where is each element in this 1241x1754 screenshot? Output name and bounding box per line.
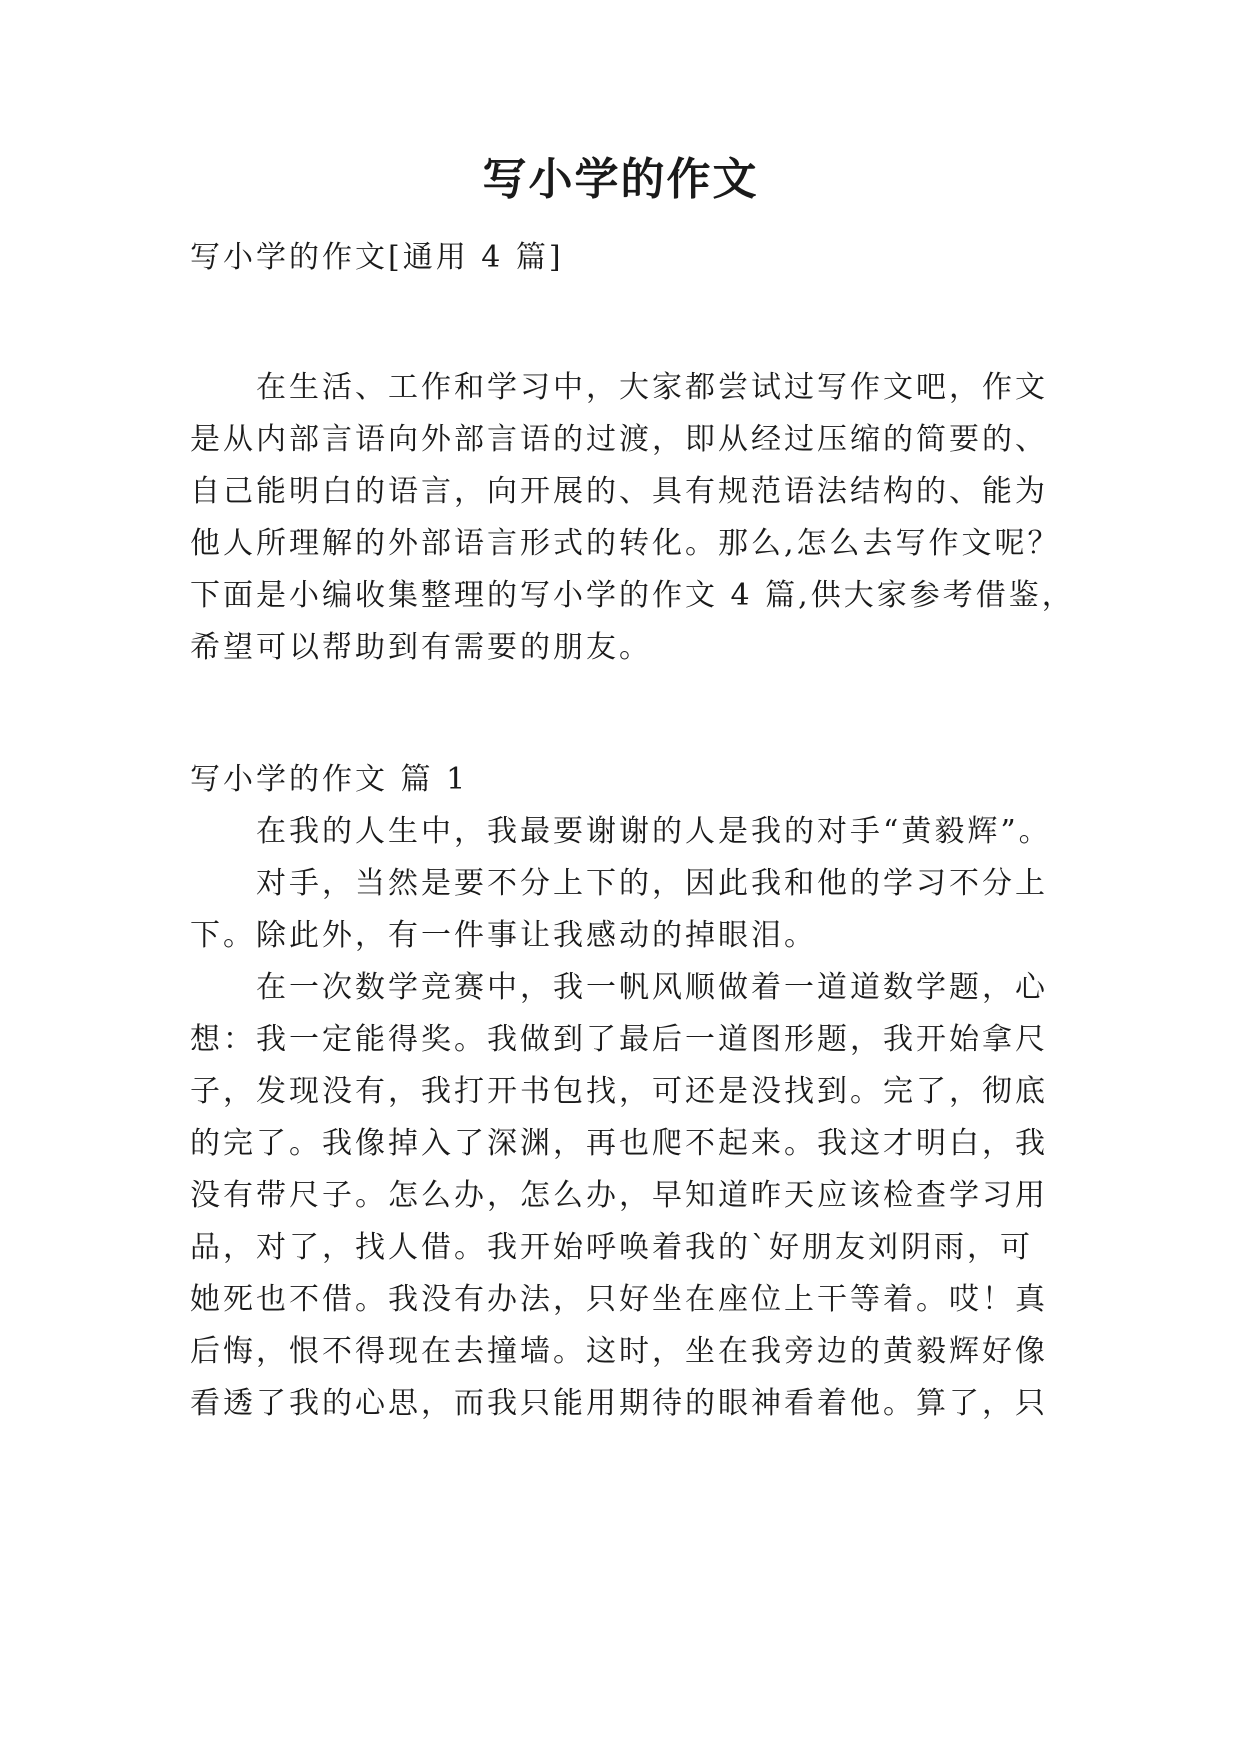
document-title: 写小学的作文 bbox=[482, 154, 759, 205]
document-subtitle: 写小学的作文[通用 4 篇] bbox=[190, 240, 564, 275]
body-line-5: 想：我一定能得奖。我做到了最后一道图形题，我开始拿尺 bbox=[190, 1022, 1048, 1057]
body-line-7: 的完了。我像掉入了深渊，再也爬不起来。我这才明白，我 bbox=[190, 1126, 1048, 1161]
body-line-10: 她死也不借。我没有办法，只好坐在座位上干等着。哎！真 bbox=[190, 1282, 1048, 1317]
intro-line-1: 在生活、工作和学习中，大家都尝试过写作文吧，作文 bbox=[256, 370, 1048, 405]
intro-line-2: 是从内部言语向外部言语的过渡，即从经过压缩的简要的、 bbox=[190, 422, 1048, 457]
body-line-6: 子，发现没有，我打开书包找，可还是没找到。完了，彻底 bbox=[190, 1074, 1048, 1109]
body-line-3: 下。除此外，有一件事让我感动的掉眼泪。 bbox=[190, 918, 817, 953]
body-line-1: 在我的人生中，我最要谢谢的人是我的对手“黄毅辉”。 bbox=[256, 814, 1052, 849]
intro-line-5: 下面是小编收集整理的写小学的作文 4 篇,供大家参考借鉴， bbox=[190, 578, 1075, 613]
body-line-11: 后悔，恨不得现在去撞墙。这时，坐在我旁边的黄毅辉好像 bbox=[190, 1334, 1048, 1369]
body-line-9: 品，对了，找人借。我开始呼唤着我的`好朋友刘阴雨，可 bbox=[190, 1230, 1033, 1265]
intro-line-6: 希望可以帮助到有需要的朋友。 bbox=[190, 630, 652, 665]
section-heading: 写小学的作文 篇 1 bbox=[190, 762, 469, 797]
body-line-2: 对手，当然是要不分上下的，因此我和他的学习不分上 bbox=[256, 866, 1048, 901]
intro-line-3: 自己能明白的语言，向开展的、具有规范语法结构的、能为 bbox=[190, 474, 1048, 509]
body-line-12: 看透了我的心思，而我只能用期待的眼神看着他。算了，只 bbox=[190, 1386, 1048, 1421]
body-line-4: 在一次数学竞赛中，我一帆风顺做着一道道数学题，心 bbox=[256, 970, 1048, 1005]
intro-line-4: 他人所理解的外部语言形式的转化。那么,怎么去写作文呢？ bbox=[190, 526, 1061, 561]
body-line-8: 没有带尺子。怎么办，怎么办，早知道昨天应该检查学习用 bbox=[190, 1178, 1048, 1213]
